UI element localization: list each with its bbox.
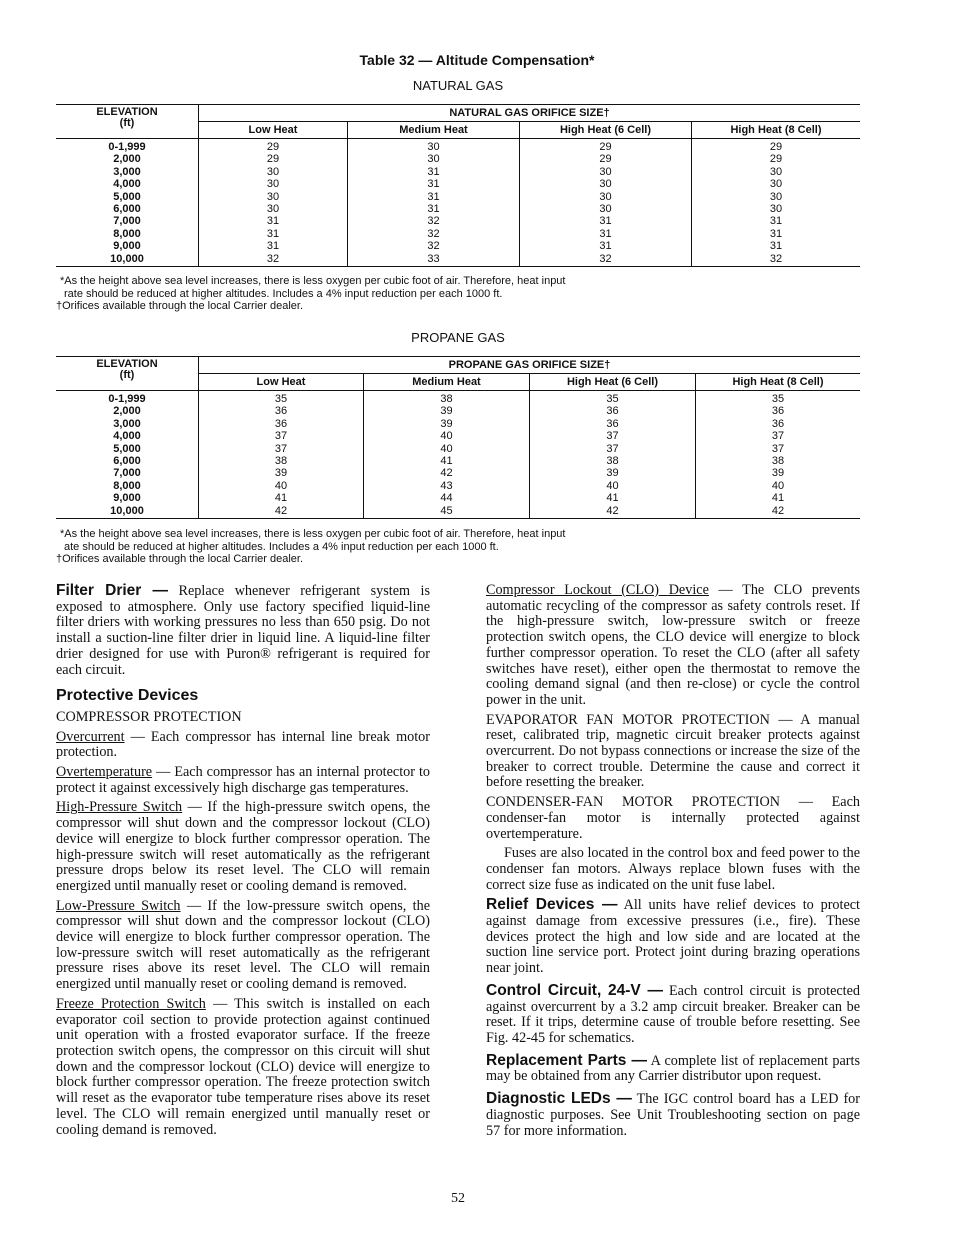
col-high-heat-6: High Heat (6 Cell) bbox=[530, 374, 696, 391]
col-high-heat-6: High Heat (6 Cell) bbox=[520, 122, 692, 139]
orifice-size-header: PROPANE GAS ORIFICE SIZE† bbox=[199, 357, 861, 374]
freeze-protection-switch-paragraph: Freeze Protection Switch — This switch is installed on each evaporator coil section to provide protection against continued unit operation with a frosted evaporator surface. If the freeze protection switch opens, the compressor on this circuit will shut down and the compressor lockout (CLO) device will energize to block further compressor operation. The freeze protection switch will reset as the evaporator tube temperature rises above its reset level. The CLO will remain energized until manually reset or cooling demand is removed. bbox=[56, 995, 431, 1138]
evaporator-fan-motor-paragraph: EVAPORATOR FAN MOTOR PROTECTION — A manual reset, calibrated trip, magnetic circuit breaker protects against overcurrent. Do not bypass connections or increase the size of the breaker to correct trouble. Determine the cause and correct it before resetting the breaker. bbox=[486, 711, 860, 791]
filter-drier-heading: Filter Drier — bbox=[56, 582, 169, 599]
clo-device-paragraph: Compressor Lockout (CLO) Device — The CLO prevents automatic recycling of the compressor as safety controls reset. If the high-pressure switch, low-pressure switch or freeze protection switch opens, the CLO device will energize to block further compressor operation. To reset the CLO (after all safety switches have reset), either open the thermostat to remove the cooling demand signal (and then re-close) or cycle the control power in the unit. bbox=[486, 582, 860, 708]
high-heat-8-values: 35 36 36 37 37 38 39 40 41 42 bbox=[696, 391, 861, 519]
replacement-parts-heading: Replacement Parts — bbox=[486, 1051, 648, 1069]
replacement-parts-paragraph: Replacement Parts — A complete list of replacement parts may be obtained from any Carrier distributor upon request. bbox=[486, 1051, 860, 1085]
protective-devices-heading: Protective Devices bbox=[56, 687, 199, 705]
col-medium-heat: Medium Heat bbox=[364, 374, 530, 391]
natural-gas-notes: *As the height above sea level increases, there is less oxygen per cubic foot of air. Therefore, heat input rate should be reduced at higher altitudes. Includes a 4% input reduction per each 1000 ft. †Orifices available through the local Carrier dealer. bbox=[56, 275, 566, 312]
high-heat-8-values: 29 29 30 30 30 30 31 31 31 32 bbox=[692, 139, 861, 267]
high-heat-6-values: 35 36 36 37 37 38 39 40 41 42 bbox=[530, 391, 696, 519]
relief-devices-paragraph: Relief Devices — All units have relief devices to protect against damage from excessive pressures (i.e., fire). These devices protect the high and low side and are located at the suction line service port. Protect joint during brazing operations near joint. bbox=[486, 896, 860, 977]
compressor-protection-label: COMPRESSOR PROTECTION bbox=[56, 708, 242, 725]
low-heat-values: 35 36 36 37 37 38 39 40 41 42 bbox=[199, 391, 364, 519]
low-heat-values: 29 29 30 30 30 30 31 31 31 32 bbox=[199, 139, 348, 267]
diagnostic-leds-heading: Diagnostic LEDs — bbox=[486, 1090, 632, 1108]
low-pressure-switch-paragraph: Low-Pressure Switch — If the low-pressure switch opens, the compressor will shut down and the compressor lockout (CLO) device will energize to block further compressor operation. The low-pressure switch will reset automatically as the refrigerant pressure rises above its reset level. The CLO will remain energized until manually reset or cooling demand is removed. bbox=[56, 897, 430, 993]
col-low-heat: Low Heat bbox=[199, 374, 364, 391]
diagnostic-leds-paragraph: Diagnostic LEDs — The IGC control board has a LED for diagnostic purposes. See Unit Troubleshooting section on page 57 for more information. bbox=[486, 1090, 860, 1139]
col-high-heat-8: High Heat (8 Cell) bbox=[696, 374, 861, 391]
condenser-fan-motor-paragraph: CONDENSER-FAN MOTOR PROTECTION — Each condenser-fan motor is internally protected against overtemperature. bbox=[486, 794, 860, 842]
overcurrent-paragraph: Overcurrent — Each compressor has internal line break motor protection. bbox=[56, 728, 431, 761]
col-low-heat: Low Heat bbox=[199, 122, 348, 139]
col-medium-heat: Medium Heat bbox=[348, 122, 520, 139]
filter-drier-paragraph: Filter Drier — Replace whenever refrigerant system is exposed to atmosphere. Only use factory specified liquid-line filter driers with working pressures no less than 650 psig. Do not install a suction-line filter drier in liquid line. A liquid-line filter drier designed for use with Puron® refrigerant is required for each circuit. bbox=[56, 582, 430, 678]
overtemperature-paragraph: Overtemperature — Each compressor has an internal protector to protect it against excessively high discharge gas temperatures. bbox=[56, 764, 431, 796]
elevation-header: ELEVATION (ft) bbox=[56, 105, 199, 139]
elevation-values: 0-1,999 2,000 3,000 4,000 5,000 6,000 7,000 8,000 9,000 10,000 bbox=[56, 139, 199, 267]
control-circuit-paragraph: Control Circuit, 24-V — Each control circuit is protected against overcurrent by a 3.2 amp circuit breaker. Breaker can be reset. If it trips, determine cause of trouble before resetting. See Fig. 42-45 for schematics. bbox=[486, 981, 860, 1046]
page-number: 52 bbox=[451, 1191, 465, 1206]
propane-gas-notes: *As the height above sea level increases, there is less oxygen per cubic foot of air. Therefore, heat input ate should be reduced at higher altitudes. Includes a 4% input reduction per each 1000 ft. †Orifices available through the local Carrier dealer. bbox=[56, 528, 566, 565]
orifice-size-header: NATURAL GAS ORIFICE SIZE† bbox=[199, 105, 861, 122]
col-high-heat-8: High Heat (8 Cell) bbox=[692, 122, 861, 139]
right-column bbox=[486, 583, 860, 1143]
relief-devices-heading: Relief Devices — bbox=[486, 896, 618, 914]
medium-heat-values: 30 30 31 31 31 31 32 32 32 33 bbox=[348, 139, 520, 267]
propane-gas-subtitle: PROPANE GAS bbox=[411, 330, 505, 345]
high-pressure-switch-paragraph: High-Pressure Switch — If the high-pressure switch opens, the compressor will shut down and the compressor lockout (CLO) device will energize to block further compressor operation. The high-pressure switch will reset automatically as the refrigerant pressure drops below its reset level. The CLO will remain energized until manually reset or cooling demand is removed. bbox=[56, 799, 430, 894]
high-heat-6-values: 29 29 30 30 30 30 31 31 31 32 bbox=[520, 139, 692, 267]
control-circuit-heading: Control Circuit, 24-V — bbox=[486, 981, 663, 999]
propane-gas-table bbox=[56, 356, 860, 519]
elevation-header: ELEVATION (ft) bbox=[56, 357, 199, 391]
natural-gas-subtitle: NATURAL GAS bbox=[412, 78, 504, 93]
elevation-values: 0-1,999 2,000 3,000 4,000 5,000 6,000 7,000 8,000 9,000 10,000 bbox=[56, 391, 199, 519]
medium-heat-values: 38 39 39 40 40 41 42 43 44 45 bbox=[364, 391, 530, 519]
left-column bbox=[56, 583, 430, 1142]
natural-gas-table bbox=[56, 104, 860, 267]
fuses-paragraph: Fuses are also located in the control box and feed power to the condenser fan motors. Always replace blown fuses with the correct size fuse as indicated on the unit fuse label. bbox=[486, 845, 860, 893]
table-title: Table 32 — Altitude Compensation* bbox=[359, 52, 595, 68]
